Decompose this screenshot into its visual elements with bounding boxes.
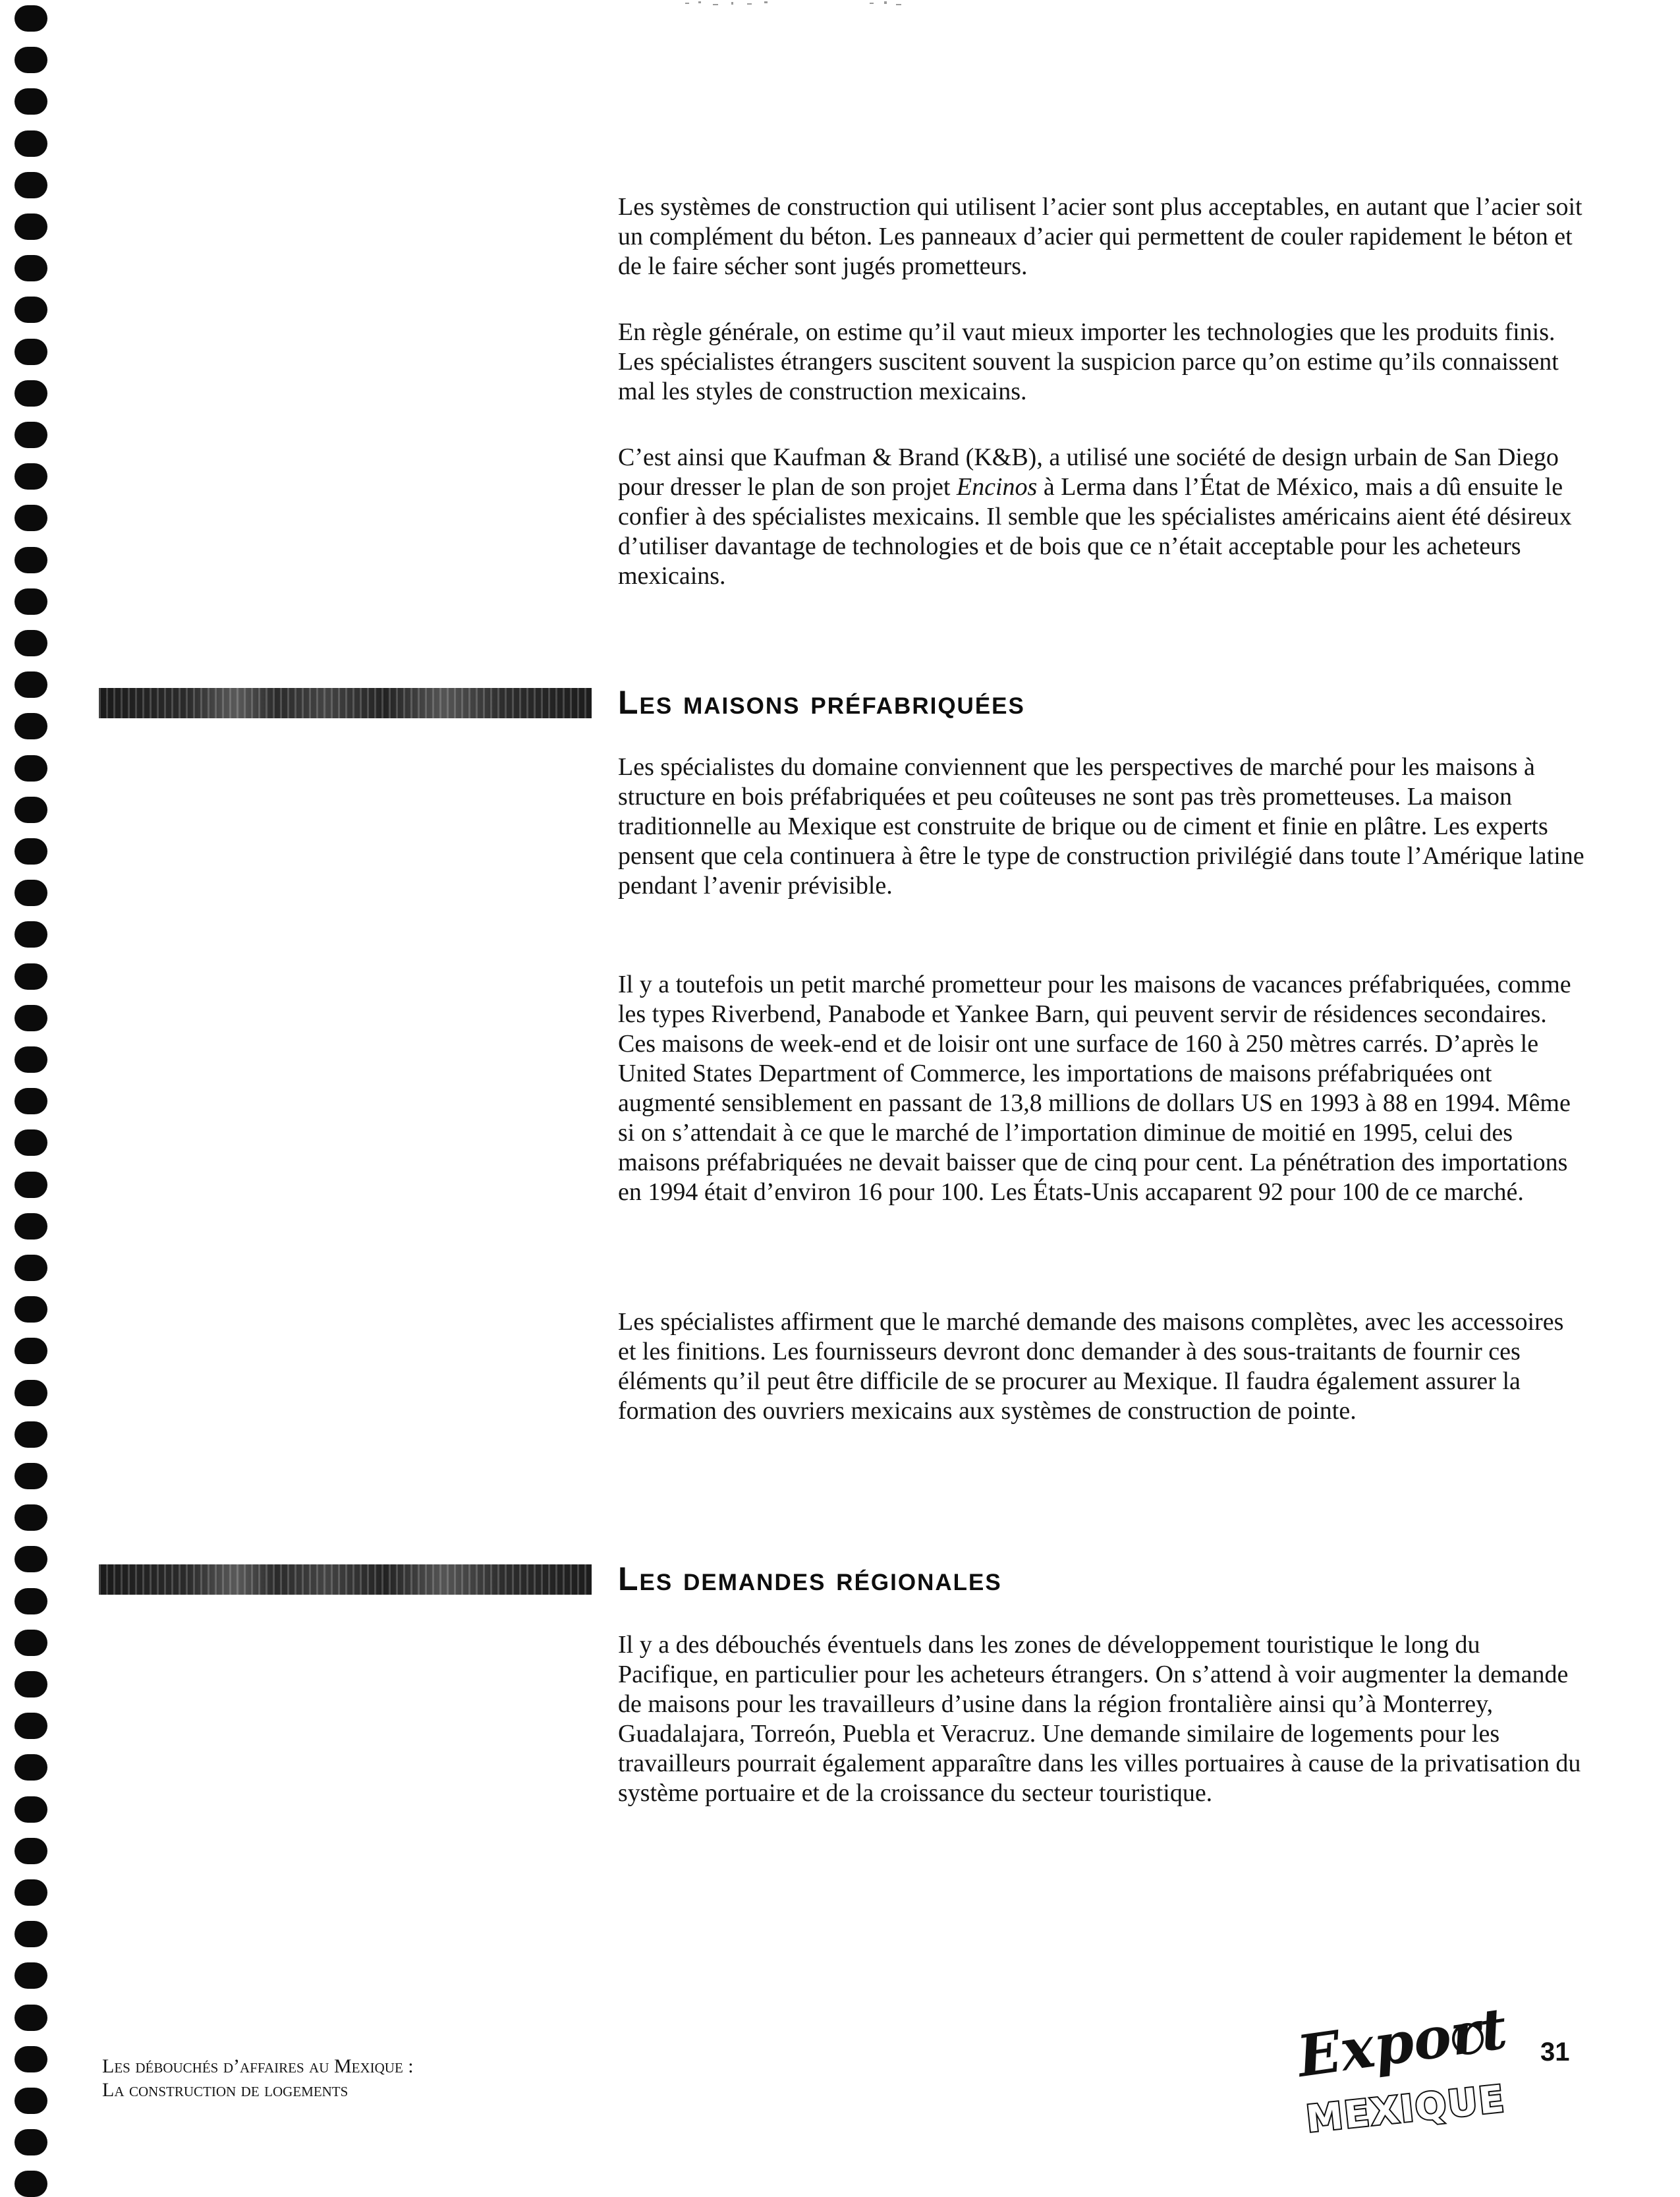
heading-regional-demands: Les demandes régionales — [618, 1560, 1002, 1597]
binding-hole — [14, 963, 47, 990]
binding-hole — [14, 380, 47, 407]
binding-hole — [14, 1796, 47, 1823]
binding-hole — [14, 1879, 47, 1906]
binding-hole — [14, 2005, 47, 2031]
binding-hole — [14, 1463, 47, 1489]
paragraph-kb-text-after: à Lerma dans l’État de México, mais a dû ensuite le confier à des spécialistes mexicains. Il semble que les spécialistes américains aient été désireux d’utiliser davantage de technologies et de bois que ce n’était acceptable pour les acheteurs mexicains. — [618, 473, 1572, 590]
footer-publication-title — [102, 2055, 603, 2102]
binding-hole — [14, 1838, 47, 1864]
logo-word-mexique: MEXIQUE — [1304, 2077, 1507, 2142]
binding-hole — [14, 1630, 47, 1656]
binding-hole — [14, 1255, 47, 1281]
binding-hole — [14, 1380, 47, 1406]
paragraph-regional-opportunities: Il y a des débouchés éventuels dans les zones de développement touristique le long du Pacifique, en particulier pour les acheteurs étrangers. On s’attend à voir augmenter la demande de maisons pour les travailleurs d’usine dans la région frontalière ainsi qu’à Monterrey, Guadalajara, Torreón, Puebla et Veracruz. Une demande similaire de logements pour les travailleurs pourrait également apparaître dans les villes portuaires à cause de la privatisation du système portuaire et de la croissance du secteur touristique. — [618, 1631, 1581, 1807]
binding-hole — [14, 297, 47, 323]
binding-hole — [14, 630, 47, 656]
binding-hole — [14, 1546, 47, 1572]
binding-hole — [14, 1296, 47, 1323]
binding-hole — [14, 2046, 47, 2072]
binding-hole — [14, 47, 47, 73]
paragraph-kaufman-brand — [618, 443, 1586, 591]
binding-hole — [14, 1046, 47, 1073]
paragraph-import-technologies: En règle générale, on estime qu’il vaut mieux importer les technologies que les produits finis. Les spécialistes étrangers suscitent souvent la suspicion parce qu’on estime qu’ils connaissent mal les styles de construction mexicains. — [618, 318, 1559, 405]
binding-hole — [14, 2171, 47, 2197]
binding-hole — [14, 1754, 47, 1781]
binding-hole — [14, 1213, 47, 1240]
paragraph-kb-text-before: C’est ainsi que Kaufman & Brand (K&B), a utilisé une société de design urbain de San Diego pour dresser le plan de son projet — [618, 443, 1559, 501]
binding-hole — [14, 1713, 47, 1739]
binding-hole — [14, 505, 47, 531]
binding-hole — [14, 2088, 47, 2114]
binding-hole — [14, 214, 47, 240]
paragraph-complete-houses: Les spécialistes affirment que le marché demande des maisons complètes, avec les accessoires et les finitions. Les fournisseurs devront donc demander à des sous-traitants de fournir ces éléments qu’il peut être difficile de se procurer au Mexique. Il faudra également assurer la formation des ouvriers mexicains aux systèmes de construction de pointe. — [618, 1308, 1564, 1425]
binding-hole — [14, 588, 47, 615]
binding-hole — [14, 5, 47, 32]
binding-hole — [14, 755, 47, 782]
paragraph-vacation-homes: Il y a toutefois un petit marché prometteur pour les maisons de vacances préfabriquées, comme les types Riverbend, Panabode et Yankee Barn, qui peuvent servir de résidences secondaires. Ces maisons de week-end et de loisir ont une surface de 160 à 250 mètres carrés. D’après le United States Department of Commerce, les importations de maisons préfabriquées ont augmenté sensiblement en passant de 13,8 millions de dollars US en 1993 à 88 en 1994. Même si on s’attendait à ce que le marché de l’importation diminue de moitié en 1995, celui des maisons préfabriquées ne devait baisser que de cinq pour cent. La pénétration des importations en 1994 était d’environ 16 pour 100. Les États-Unis accaparent 92 pour 100 de ce marché. — [618, 971, 1571, 1206]
footer-line-2: La construction de logements — [102, 2079, 349, 2101]
binding-hole — [14, 422, 47, 448]
binding-hole — [14, 547, 47, 573]
project-name-encinos: Encinos — [956, 473, 1038, 501]
binding-hole — [14, 88, 47, 115]
binding-hole — [14, 671, 47, 698]
spiral-binding — [14, 0, 51, 2194]
binding-hole — [14, 880, 47, 906]
scan-artifact — [679, 0, 916, 12]
binding-hole — [14, 1588, 47, 1614]
binding-hole — [14, 1921, 47, 1947]
footer-line-1: Les débouchés d’affaires au Mexique : — [102, 2055, 414, 2077]
binding-hole — [14, 172, 47, 198]
binding-hole — [14, 1671, 47, 1698]
binding-hole — [14, 838, 47, 865]
binding-hole — [14, 713, 47, 739]
section-bar-prefab — [99, 688, 592, 718]
heading-prefab-houses: Les maisons préfabriquées — [618, 684, 1025, 721]
binding-hole — [14, 1504, 47, 1531]
page-number: 31 — [1540, 2038, 1570, 2067]
export-mexique-logo — [1291, 1995, 1511, 2142]
binding-hole — [14, 1421, 47, 1448]
binding-hole — [14, 1129, 47, 1156]
binding-hole — [14, 339, 47, 365]
binding-hole — [14, 1172, 47, 1198]
binding-hole — [14, 463, 47, 490]
binding-hole — [14, 130, 47, 157]
binding-hole — [14, 1962, 47, 1989]
binding-hole — [14, 255, 47, 281]
paragraph-steel-systems: Les systèmes de construction qui utilisent l’acier sont plus acceptables, en autant que l’acier soit un complément du béton. Les panneaux d’acier qui permettent de couler rapidement le béton et de le faire sécher sont jugés prometteurs. — [618, 193, 1582, 280]
section-bar-regional — [99, 1564, 592, 1595]
binding-hole — [14, 1005, 47, 1031]
binding-hole — [14, 797, 47, 823]
binding-hole — [14, 2129, 47, 2155]
binding-hole — [14, 1088, 47, 1114]
logo-word-export: Export — [1293, 1995, 1511, 2091]
binding-hole — [14, 921, 47, 948]
binding-hole — [14, 1338, 47, 1364]
paragraph-prefab-market-outlook: Les spécialistes du domaine conviennent que les perspectives de marché pour les maisons à structure en bois préfabriquées et peu coûteuses ne sont pas très prometteuses. La maison traditionnelle au Mexique est construite de brique ou de ciment et finie en plâtre. Les experts pensent que cela continuera à être le type de construction privilégié dans toute l’Amérique latine pendant l’avenir prévisible. — [618, 753, 1584, 899]
